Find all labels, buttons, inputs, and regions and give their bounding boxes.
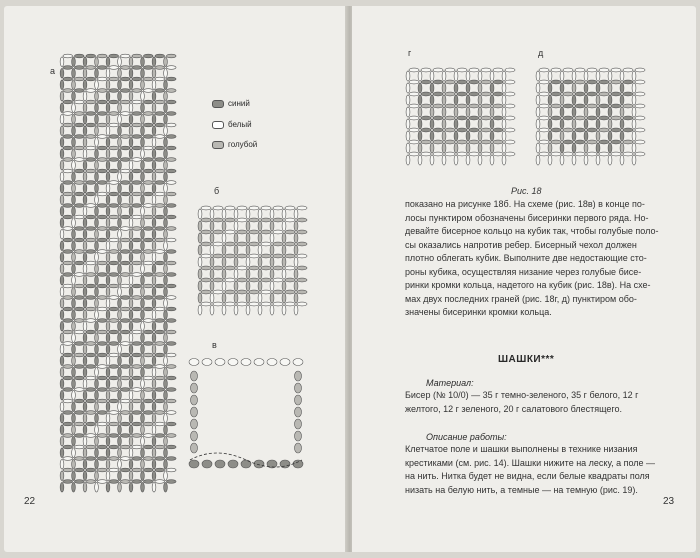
section-heading: ШАШКИ***: [498, 354, 555, 365]
figure-label-g: г: [408, 48, 412, 58]
text-line: мах двух последних граней (рис. 18г, д) пунктиром обо-: [405, 293, 637, 304]
legend-item-light-blue: [212, 140, 257, 149]
materials-title: Материал:: [426, 378, 474, 388]
description-title: Описание работы:: [426, 432, 507, 442]
legend-label: синий: [228, 99, 250, 108]
page-number-right: 23: [663, 496, 675, 507]
text-line: Бисер (№ 10/0) — 35 г темно-зеленого, 35 г белого, 12 г: [405, 390, 639, 400]
text-line: Клетчатое поле и шашки выполнены в технике низания: [405, 444, 638, 454]
figure-a-beadwork-strip: [58, 50, 182, 498]
figure-caption: Рис. 18: [511, 186, 542, 196]
text-line: лосы пунктиром обозначены бисеринки первого ряда. Но-: [405, 212, 649, 223]
text-line: плотно облегать кубик. Выполните две недостающие сто-: [405, 253, 647, 263]
text-line: низать на белую нить, а темные — на темную (рис. 19).: [405, 484, 638, 495]
figure-b-beaded-ring: [196, 200, 314, 320]
legend-item-white: [212, 120, 252, 129]
light-bead-icon: [212, 141, 224, 149]
white-bead-icon: [212, 121, 224, 129]
figure-label-v: в: [212, 340, 217, 350]
legend-item-blue: [212, 99, 250, 108]
text-line: девайте бисерное кольцо на кубик так, чтобы голубые поло-: [405, 226, 659, 236]
text-line: желтого, 12 г зеленого, 20 г салатового блестящего.: [405, 403, 623, 414]
figure-label-b: б: [214, 186, 220, 196]
materials-text: [405, 389, 673, 416]
figure-label-d: д: [538, 48, 544, 58]
text-line: сы оказались напротив ребер. Бисерный чехол должен: [405, 239, 637, 250]
description-text: [405, 443, 673, 497]
text-line: на нить. Нитка будет не видна, если белые квадраты поля: [405, 471, 650, 481]
text-line: роны кубика, осуществляя низание через голубые бисе-: [405, 266, 642, 277]
page-number-left: 22: [24, 496, 36, 507]
figure-d-face-scheme: [534, 64, 652, 176]
legend-label: голубой: [228, 140, 258, 149]
text-line: показано на рисунке 18б. На схеме (рис. 18в) в конце по-: [405, 199, 645, 209]
paragraph-main: [405, 198, 673, 320]
text-line: ринки кромки кольца, надетого на кубик (рис. 18в). На схе-: [405, 280, 651, 290]
text-line: значены бисеринки кромки кольца.: [405, 307, 552, 317]
dark-bead-icon: [212, 100, 224, 108]
figure-g-face-scheme: [404, 64, 522, 176]
text-line: крестиками (см. рис. 14). Шашки нижите на леску, а поле —: [405, 457, 656, 468]
legend-label: белый: [228, 120, 252, 129]
figure-label-a: a: [50, 66, 56, 76]
figure-v-edge-scheme: [186, 350, 312, 480]
